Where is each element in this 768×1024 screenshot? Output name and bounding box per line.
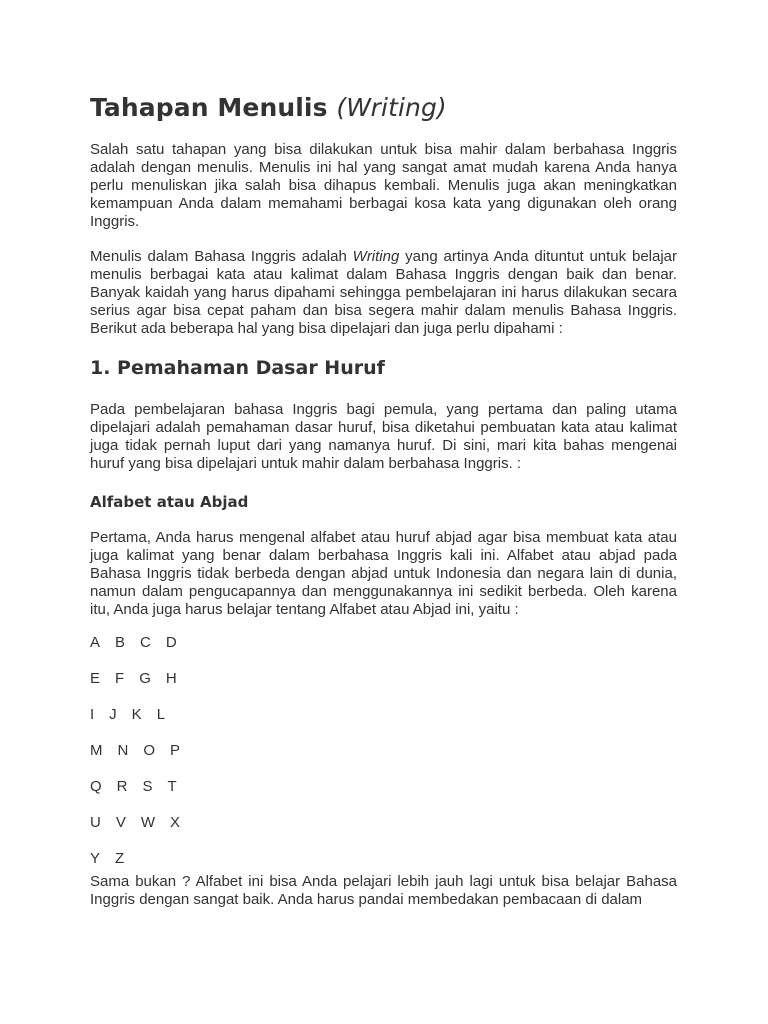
p2-text-after: yang artinya Anda dituntut untuk belajar menulis berbagai kata atau kalimat dalam Bahasa Inggris dengan baik dan benar. Banyak kaidah yang harus dipahami sehingga pembelajaran ini harus dilakukan secara serius agar bisa cepat paham dan bisa segera mahir dalam menulis Bahasa Inggris. Berikut ada beberapa hal yang bisa dipelajari dan juga perlu dipahami : xyxy=(90,248,678,337)
alphabet-letter: D xyxy=(165,634,177,651)
alphabet-letter: E xyxy=(90,670,101,687)
alphabet-letter: X xyxy=(170,814,181,831)
intro-paragraph-1: Salah satu tahapan yang bisa dilakukan untuk bisa mahir dalam berbahasa Inggris adalah dengan menulis. Menulis ini hal yang sangat amat mudah karena Anda hanya perlu menuliskan jika salah bisa dihapus kembali. Menulis juga akan meningkatkan kemampuan Anda dalam memahami berbagai kosa kata yang digunakan oleh orang Inggris. xyxy=(90,141,677,230)
alphabet-letter: V xyxy=(115,814,126,831)
alphabet-letter: J xyxy=(109,706,117,723)
document-content xyxy=(90,86,677,909)
alphabet-letter: U xyxy=(90,814,101,831)
closing-paragraph: Sama bukan ? Alfabet ini bisa Anda pelajari lebih jauh lagi untuk bisa belajar Bahasa Inggris dengan sangat baik. Anda harus pandai membedakan pembacaan di dalam xyxy=(90,873,677,908)
alphabet-letter: A xyxy=(90,634,101,651)
alphabet-list xyxy=(90,633,677,885)
alphabet-letter: B xyxy=(115,634,126,651)
alphabet-letter: F xyxy=(115,670,125,687)
section-paragraph: Pada pembelajaran bahasa Inggris bagi pemula, yang pertama dan paling utama dipelajari adalah pemahaman dasar huruf, bisa diketahui pembuatan kata atau kalimat juga tidak pernah luput dari yang namanya huruf. Di sini, mari kita bahas mengenai huruf yang bisa dipelajari untuk mahir dalam berbahasa Inggris. : xyxy=(90,401,677,472)
alphabet-letter: K xyxy=(131,706,142,723)
title-emphasis: (Writing) xyxy=(336,93,447,122)
alphabet-letter: Z xyxy=(115,850,125,867)
p2-emphasis: Writing xyxy=(352,248,400,265)
section-heading: 1. Pemahaman Dasar Huruf xyxy=(90,357,385,379)
alphabet-letter: R xyxy=(116,778,128,795)
alphabet-letter: M xyxy=(90,742,103,759)
alphabet-letter: T xyxy=(167,778,177,795)
alphabet-letter: P xyxy=(170,742,181,759)
title-main: Tahapan Menulis xyxy=(90,93,328,122)
alphabet-letter: Q xyxy=(90,778,102,795)
page-title xyxy=(90,86,677,130)
alphabet-letter: S xyxy=(142,778,153,795)
alphabet-letter: C xyxy=(140,634,151,651)
alphabet-letter: G xyxy=(139,670,151,687)
alphabet-row xyxy=(90,813,677,849)
alphabet-row xyxy=(90,669,677,705)
alphabet-letter: O xyxy=(143,742,156,759)
alphabet-row xyxy=(90,633,677,669)
alphabet-letter: I xyxy=(90,706,95,723)
alphabet-intro-paragraph: Pertama, Anda harus mengenal alfabet atau huruf abjad agar bisa membuat kata atau juga kalimat yang benar dalam berbahasa Inggris kali ini. Alfabet atau abjad pada Bahasa Inggris tidak berbeda dengan abjad untuk Indonesia dan negara lain di dunia, namun dalam pengucapannya dan menggunakannya ini sedikit berbeda. Oleh karena itu, Anda juga harus belajar tentang Alfabet atau Abjad ini, yaitu : xyxy=(90,529,677,618)
alphabet-row xyxy=(90,705,677,741)
alphabet-letter: H xyxy=(165,670,177,687)
alphabet-row xyxy=(90,741,677,777)
alphabet-letter: Y xyxy=(90,850,101,867)
alphabet-letter: L xyxy=(156,706,166,723)
alphabet-letter: W xyxy=(140,814,156,831)
intro-paragraph-2 xyxy=(90,248,677,338)
subsection-heading: Alfabet atau Abjad xyxy=(90,493,249,511)
alphabet-letter: N xyxy=(117,742,129,759)
alphabet-row xyxy=(90,777,677,813)
p2-text-before: Menulis dalam Bahasa Inggris adalah xyxy=(90,248,353,265)
